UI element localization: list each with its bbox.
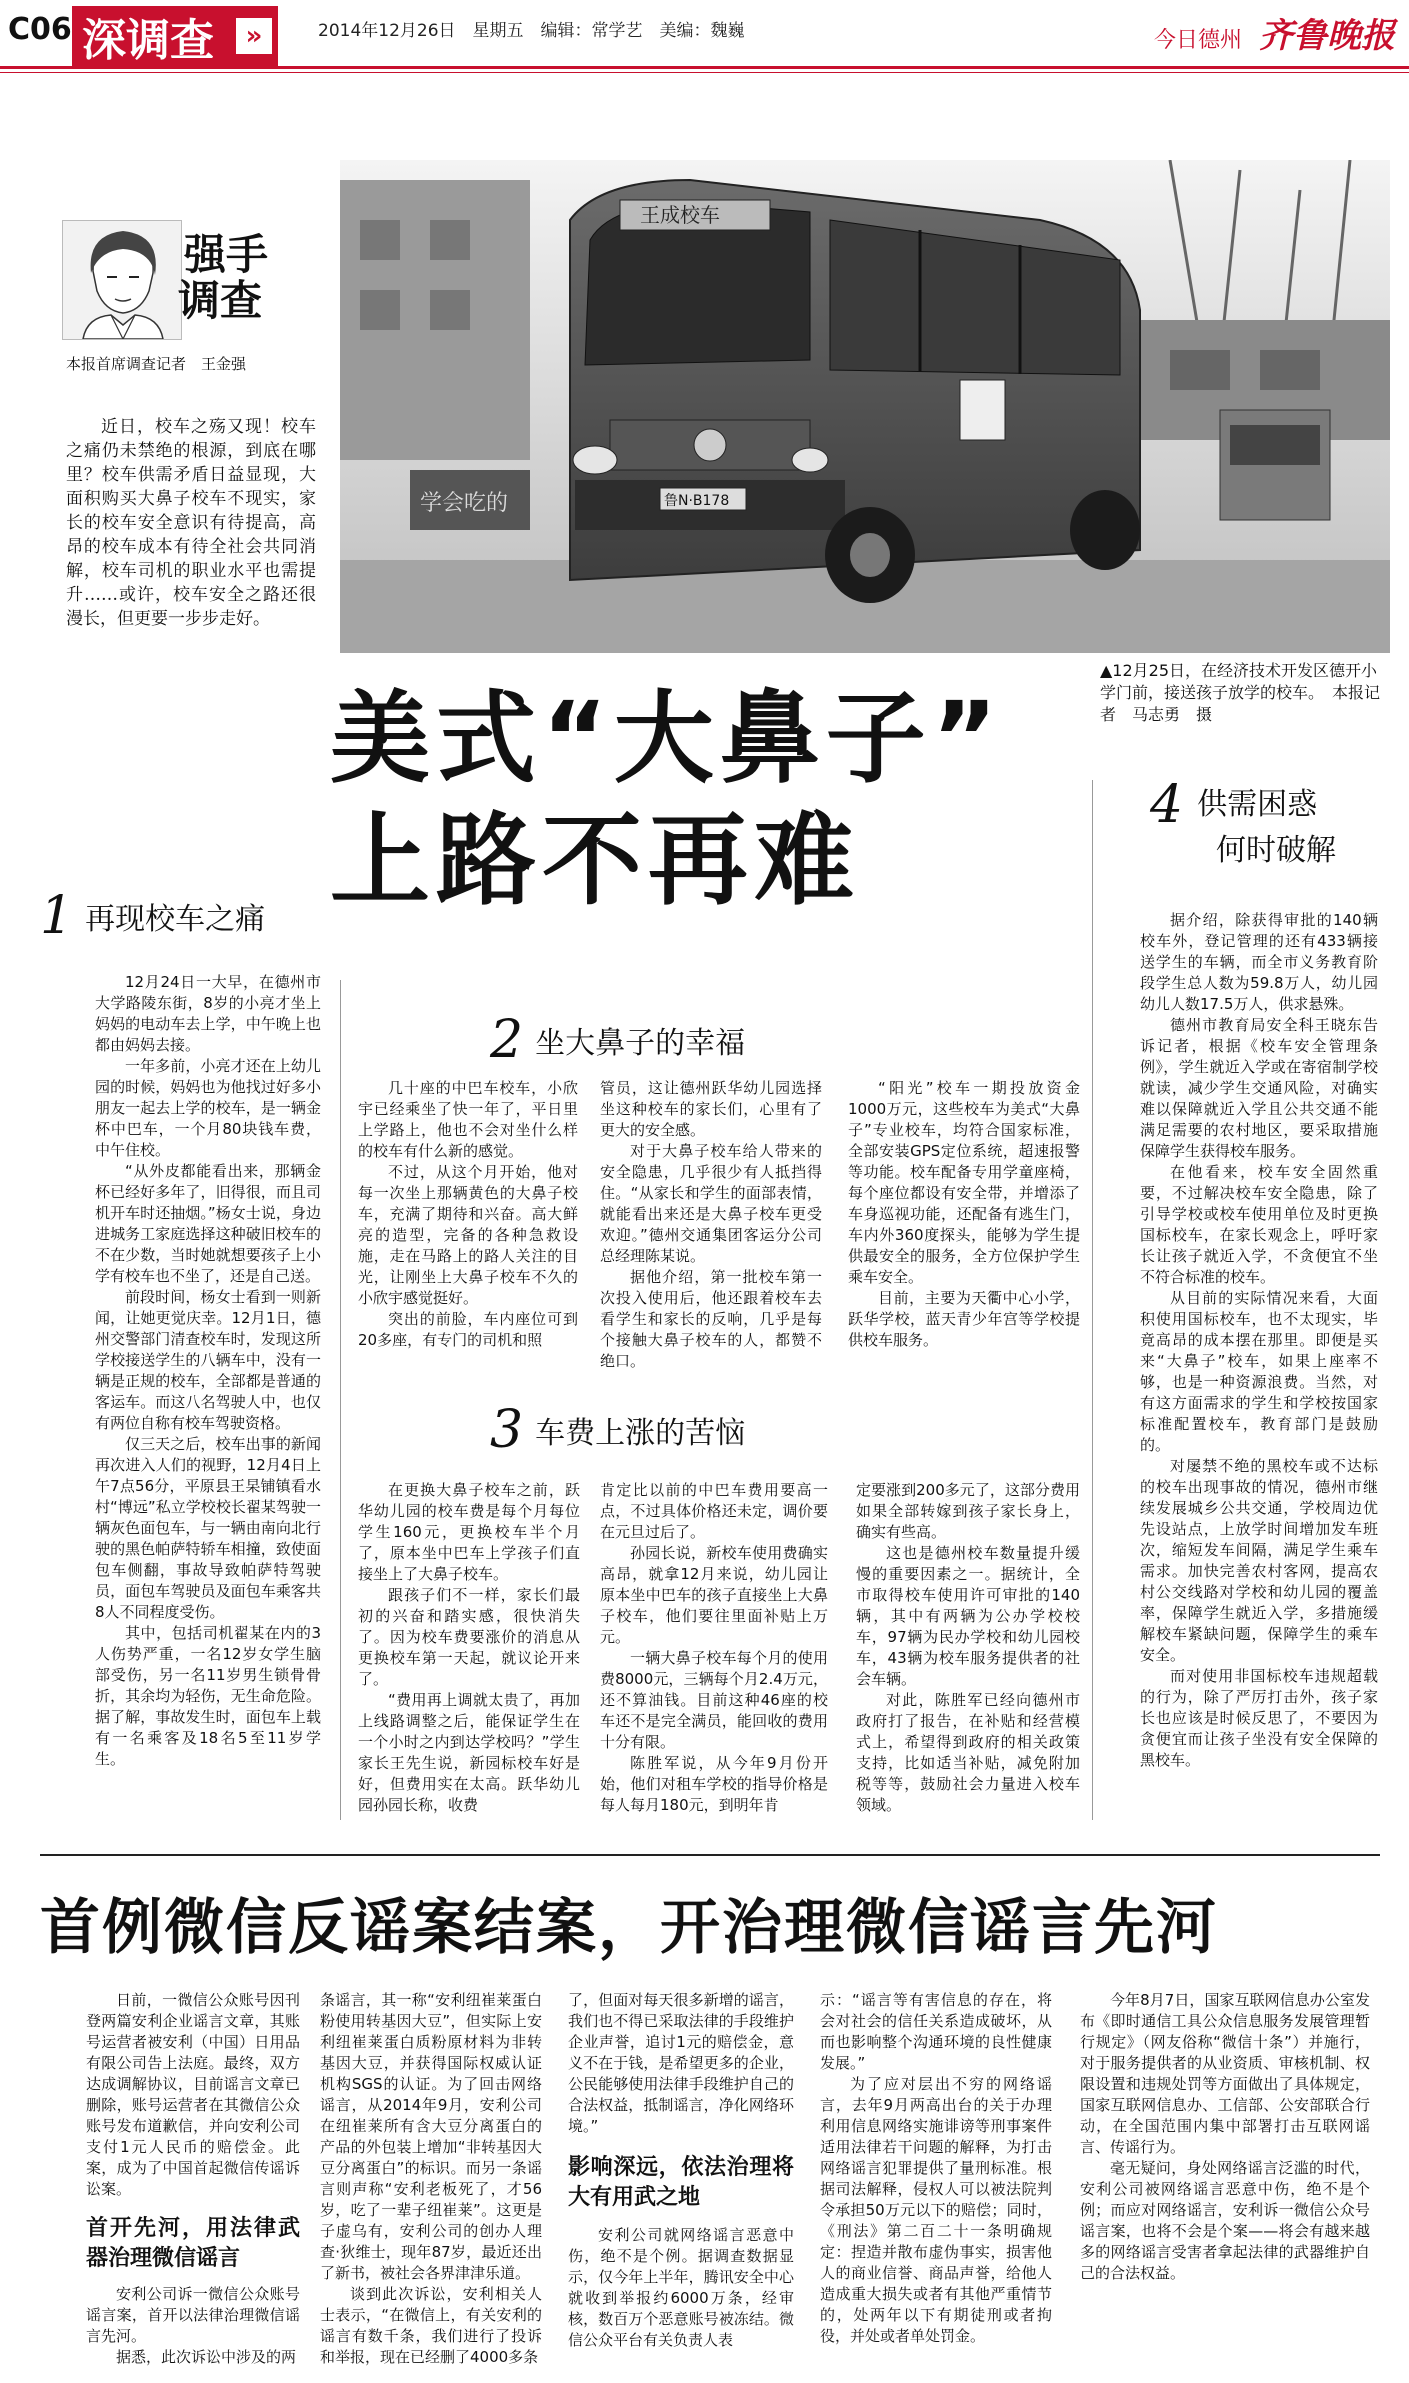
section-2-col2 <box>600 1078 822 1372</box>
paragraph: 肯定比以前的中巴车费用要高一点，不过具体价格还未定，调价要在元旦过后了。 <box>600 1481 828 1541</box>
section-3-number: 3 <box>490 1400 524 1460</box>
paragraph: 据介绍，除获得审批的140辆校车外，登记管理的还有433辆接送学生的车辆，而全市义务教育阶段学生总人数为59.8万人，幼儿园幼儿人数17.5万人，供求悬殊。 <box>1140 911 1378 1013</box>
destination-sign-text: 王成校车 <box>640 203 720 227</box>
section-3-title: 车费上涨的苦恼 <box>535 1416 746 1451</box>
paragraph: 日前，一微信公众账号因刊登两篇安利企业谣言文章，其账号运营者被安利（中国）日用品有限公司告上法庭。最终，双方达成调解协议，目前谣言文章已删除，账号运营者在其微信公众账号发布道歉信，并向安利公司支付1元人民币的赔偿金。此案，成为了中国首起微信传谣诉讼案。 <box>86 1991 300 2198</box>
paragraph: “从外皮都能看出来，那辆金杯已经好多年了，旧得很，而且司机开车时还抽烟。”杨女士说，身边进城务工家庭选择这种破旧校车的不在少数，当时她就想要孩子上小学有校车也不坐了，还是自己送。 <box>95 1162 321 1285</box>
headline-line2: 上路不再难 <box>330 802 860 919</box>
paragraph: 12月24日一大早，在德州市大学路陵东街，8岁的小亮才坐上妈妈的电动车去上学，中午晚上也都由妈妈去接。 <box>95 973 321 1054</box>
section-4-title-line2: 何时破解 <box>1216 833 1336 868</box>
paragraph: “费用再上调就太贵了，再加上线路调整之后，能保证学生在一个小时之内到达学校吗？”学生家长王先生说，新园标校车好是好，但费用实在太高。跃华幼儿园孙园长称，收费 <box>358 1691 580 1814</box>
paragraph: 不过，从这个月开始，他对每一次坐上那辆黄色的大鼻子校车，充满了期待和兴奋。高大鲜亮的造型，完备的各种急救设施，走在马路上的路人关注的目光，让刚坐上大鼻子校车不久的小欣宇感觉挺好。 <box>358 1163 578 1307</box>
brand-prefix: 今日德州 <box>1153 28 1242 53</box>
lead-paragraph <box>66 415 316 631</box>
paragraph: 一辆大鼻子校车每个月的使用费8000元，三辆每个月2.4万元，还不算油钱。目前这种46座的校车还不是完全满员，能回收的费用十分有限。 <box>600 1649 828 1751</box>
section-2-heading <box>490 1010 745 1070</box>
section-1-body <box>95 972 321 1770</box>
paragraph: 对于大鼻子校车给人带来的安全隐患，几乎很少有人抵挡得住。“从家长和学生的面部表情，就能看出来还是大鼻子校车更受欢迎。”德州交通集团客运分公司总经理陈某说。 <box>600 1142 822 1265</box>
paragraph: 仅三天之后，校车出事的新闻再次进入人们的视野，12月4日上午7点56分，平原县王杲铺镇看水村“博远”私立学校校长翟某驾驶一辆灰色面包车，与一辆由南向北行驶的黑色帕萨特轿车相撞，致使面包车侧翻，事故导致帕萨特驾驶员，面包车驾驶员及面包车乘客共8人不同程度受伤。 <box>95 1435 321 1621</box>
paragraph: 几十座的中巴车校车，小欣宇已经乘坐了快一年了，平日里上学路上，他也不会对坐什么样的校车有什么新的感觉。 <box>358 1079 578 1160</box>
section-1-title: 再现校车之痛 <box>85 902 266 937</box>
column-brand-line1: 强手 <box>184 230 269 279</box>
section-2-col1 <box>358 1078 578 1351</box>
header-rule-thin <box>0 72 1409 73</box>
double-chevron-icon: » <box>236 18 272 54</box>
paragraph: 孙园长说，新校车使用费确实高昂，就拿12月来说，幼儿园让原本坐中巴车的孩子直接坐上大鼻子校车，他们要往里面补贴上万元。 <box>600 1544 828 1646</box>
paragraph: 在他看来，校车安全固然重要，不过解决校车安全隐患，除了引导学校或校车使用单位及时更换国标校车，在家长观念上，呼吁家长让孩子就近入学，不贪便宜不坐不符合标准的校车。 <box>1140 1163 1378 1286</box>
paragraph: 据他介绍，第一批校车第一次投入使用后，他还跟着校车去看学生和家长的反响，几乎是每个接触大鼻子校车的人，都赞不绝口。 <box>600 1268 822 1370</box>
paragraph: 这也是德州校车数量提升缓慢的重要因素之一。据统计，全市取得校车使用许可审批的140辆，其中有两辆为公办学校校车，97辆为民办学校和幼儿园校车，43辆为校车服务提供者的社会车辆。 <box>856 1544 1080 1688</box>
section-4-title-line1: 供需困惑 <box>1197 787 1318 822</box>
background-sign-text: 学会吃的 <box>420 491 509 516</box>
section-4-number: 4 <box>1150 775 1184 835</box>
newspaper-brand <box>1154 8 1395 57</box>
section-title <box>72 6 278 66</box>
paragraph: 陈胜军说，从今年9月份开始，他们对租车学校的指导价格是每人每月180元，到明年肯 <box>600 1754 828 1814</box>
paragraph: 在更换大鼻子校车之前，跃华幼儿园的校车费是每个月每位学生160元，更换校车半个月了，原本坐中巴车上学孩子们直接坐上了大鼻子校车。 <box>358 1481 580 1583</box>
story2-col3 <box>568 1990 794 2351</box>
school-bus-photo <box>340 160 1390 653</box>
photo-caption: ▲12月25日，在经济技术开发区德开小学门前，接送孩子放学的校车。 本报记者 马志勇 摄 <box>1100 661 1381 724</box>
section-3-heading <box>490 1400 745 1460</box>
story2-col1 <box>86 1990 300 2368</box>
story2-col2 <box>320 1990 542 2368</box>
section-2-title: 坐大鼻子的幸福 <box>535 1026 746 1061</box>
section-3-col2 <box>600 1480 828 1816</box>
headline-line1: 美式“大鼻子” <box>330 680 1004 797</box>
section-4-heading <box>1150 775 1336 874</box>
license-plate-text: 鲁N·B178 <box>664 493 730 509</box>
paragraph: 安利公司就网络谣言恶意中伤，绝不是个例。据调查数据显示，仅今年上半年，腾讯安全中心就收到举报约6000万条，经审核，数百万个恶意账号被冻结。微信公众平台有关负责人表 <box>568 2226 794 2349</box>
story2-subhead-1: 首开先河，用法律武器治理微信谣言 <box>86 2216 300 2271</box>
section-1-number: 1 <box>40 886 74 946</box>
header-rule <box>0 66 1409 69</box>
paragraph: 据悉，此次诉讼中涉及的两 <box>116 2348 297 2366</box>
page-number: C06 <box>8 12 72 47</box>
reporter-portrait <box>62 220 182 340</box>
story2-col4 <box>820 1990 1052 2347</box>
section-4-body <box>1140 910 1378 1771</box>
paragraph: 突出的前脸，车内座位可到20多座，有专门的司机和照 <box>358 1310 578 1349</box>
paragraph: 为了应对层出不穷的网络谣言，去年9月两高出台的关于办理利用信息网络实施诽谤等刑事案件适用法律若干问题的解释，为打击网络谣言犯罪提供了量刑标准。根据司法解释，侵权人可以被法院判令承担50万元以下的赔偿；同时，《刑法》第二百二十一条明确规定：捏造并散布虚伪事实，损害他人的商业信誉、商品声誉，给他人造成重大损失或者有其他严重情节的，处两年以下有期徒刑或者拘役，并处或者单处罚金。 <box>820 2075 1052 2345</box>
story2-headline: 首例微信反谣案结案，开治理微信谣言先河 <box>40 1893 1218 1963</box>
section-3-col3 <box>856 1480 1080 1816</box>
section-2-col3 <box>848 1078 1080 1351</box>
column-divider <box>340 980 341 1820</box>
paragraph: “阳光”校车一期投放资金1000万元，这些校车为美式“大鼻子”专业校车，均符合国家标准，全部安装GPS定位系统，超速报警等功能。校车配备专用学童座椅，每个座位都设有安全带，并增添了车身巡视功能，还配备有逃生门，车内外360度探头，能够为学生提供最安全的服务，全方位保护学生乘车安全。 <box>848 1079 1080 1286</box>
paragraph: 安利公司诉一微信公众账号谣言案，首开以法律治理微信谣言先河。 <box>86 2285 300 2345</box>
paragraph: 目前，主要为天衢中心小学，跃华学校，蓝天青少年宫等学校提供校车服务。 <box>848 1289 1080 1349</box>
portrait-sketch-icon <box>63 221 181 339</box>
paragraph: 前段时间，杨女士看到一则新闻，让她更觉庆幸。12月1日，德州交警部门清查校车时，发现这所学校接送学生的八辆车中，没有一辆是正规的校车，全部都是普通的客运车。而这八名驾驶人中，也仅有两位自称有校车驾驶资格。 <box>95 1288 321 1432</box>
paragraph: 定要涨到200多元了，这部分费用如果全部转嫁到孩子家长身上，确实有些高。 <box>856 1481 1080 1541</box>
story2-col5 <box>1080 1990 1370 2284</box>
paragraph: 对此，陈胜军已经向德州市政府打了报告，在补贴和经营模式上，希望得到政府的相关政策支持，比如适当补贴，减免附加税等等，鼓励社会力量进入校车领域。 <box>856 1691 1080 1814</box>
paragraph: 条谣言，其一称“安利纽崔莱蛋白粉使用转基因大豆”，但实际上安利纽崔莱蛋白质粉原材料为非转基因大豆，并获得国际权威认证机构SGS的认证。为了回击网络谣言，从2014年9月，安利公司在纽崔莱所有含大豆分离蛋白的产品的外包装上增加“非转基因大豆分离蛋白”的标识。而另一条谣言则声称“安利老板死了，才56岁，吃了一辈子纽崔莱”。这更是子虚乌有，安利公司的创办人理查·狄维士，现年87岁，最近还出了新书，被社会各界津津乐道。 <box>320 1991 542 2282</box>
newspaper-logo: 齐鲁晚报 <box>1259 16 1395 56</box>
paragraph: 谈到此次诉讼，安利相关人士表示，“在微信上，有关安利的谣言有数千条，我们进行了投诉和举报，现在已经删了4000多条 <box>320 2285 542 2366</box>
column-brand-line2: 调查 <box>178 276 263 325</box>
story-divider <box>40 1854 1380 1856</box>
main-headline <box>330 680 1003 920</box>
paragraph: 示：“谣言等有害信息的存在，将会对社会的信任关系造成破坏，从而也影响整个沟通环境的良性健康发展。” <box>820 1991 1052 2072</box>
reporter-byline: 本报首席调查记者 王金强 <box>66 355 247 373</box>
column-divider <box>1092 780 1093 1820</box>
issue-meta: 2014年12月26日 星期五 编辑：常学艺 美编：魏巍 <box>318 21 745 41</box>
school-bus-illustration <box>340 160 1390 653</box>
paragraph: 毫无疑问，身处网络谣言泛滥的时代，安利公司被网络谣言恶意中伤，绝不是个例；而应对网络谣言，安利诉一微信公众号谣言案，也将不会是个案——将会有越来越多的网络谣言受害者拿起法律的武器维护自己的合法权益。 <box>1080 2159 1370 2282</box>
paragraph: 一年多前，小亮才还在上幼儿园的时候，妈妈也为他找过好多小朋友一起去上学的校车，是一辆金杯中巴车，一个月80块钱车费，中午住校。 <box>95 1057 321 1159</box>
lead-text: 近日，校车之殇又现！校车之痛仍未禁绝的根源，到底在哪里？校车供需矛盾日益显现，大面积购买大鼻子校车不现实，家长的校车安全意识有待提高，高昂的校车成本有待全社会共同消解，校车司机的职业水平也需提升……或许，校车安全之路还很漫长，但更要一步步走好。 <box>66 417 316 629</box>
paragraph: 今年8月7日，国家互联网信息办公室发布《即时通信工具公众信息服务发展管理暂行规定》（网友俗称“微信十条”）并施行，对于服务提供者的从业资质、审核机制、权限设置和违规处罚等方面做出了具体规定，国家互联网信息办、工信部、公安部联合行动，在全国范围内集中部署打击互联网谣言、传谣行为。 <box>1080 1991 1370 2156</box>
paragraph: 而对使用非国标校车违规超载的行为，除了严厉打击外，孩子家长也应该是时候反思了，不要因为贪便宜而让孩子坐没有安全保障的黑校车。 <box>1140 1667 1378 1769</box>
paragraph: 德州市教育局安全科王晓东告诉记者，根据《校车安全管理条例》，学生就近入学或在寄宿制学校就读，减少学生交通风险，对确实难以保障就近入学且公共交通不能满足需要的农村地区，要采取措施保障学生获得校车服务。 <box>1140 1016 1378 1160</box>
story2-subhead-2: 影响深远，依法治理将大有用武之地 <box>568 2155 794 2210</box>
section-1-heading <box>40 886 265 946</box>
section-3-col1 <box>358 1480 580 1816</box>
section-2-number: 2 <box>490 1010 524 1070</box>
section-label: 深调查 <box>82 15 214 66</box>
paragraph: 了，但面对每天很多新增的谣言，我们也不得已采取法律的手段维护企业声誉，追讨1元的赔偿金，意义不在于钱，是希望更多的企业，公民能够使用法律手段维护自己的合法权益，抵制谣言，净化网络环境。” <box>568 1991 794 2135</box>
paragraph: 从目前的实际情况来看，大面积使用国标校车，也不太现实，毕竟高昂的成本摆在那里。即便是买来“大鼻子”校车，如果上座率不够，也是一种资源浪费。当然，对有这方面需求的学生和学校按国家标准配置校车，教育部门是鼓励的。 <box>1140 1289 1378 1454</box>
paragraph: 管员，这让德州跃华幼儿园选择坐这种校车的家长们，心里有了更大的安全感。 <box>600 1079 822 1139</box>
column-brand <box>178 230 269 325</box>
paragraph: 对屡禁不绝的黑校车或不达标的校车出现事故的情况，德州市继续发展城乡公共交通，学校周边优先设站点，上放学时间增加发车班次，缩短发车间隔，满足学生乘车需求。加快完善农村客网，提高农村公交线路对学校和幼儿园的覆盖率，保障学生就近入学，多措施缓解校车紧缺问题，保障学生的乘车安全。 <box>1140 1457 1378 1664</box>
paragraph: 其中，包括司机翟某在内的3人伤势严重，一名12岁女学生脑部受伤，另一名11岁男生锁骨骨折，其余均为轻伤，无生命危险。据了解，事故发生时，面包车上载有一名乘客及18名5至11岁学生。 <box>95 1624 321 1768</box>
paragraph: 跟孩子们不一样，家长们最初的兴奋和踏实感，很快消失了。因为校车费要涨价的消息从更换校车第一天起，就议论开来了。 <box>358 1586 580 1688</box>
